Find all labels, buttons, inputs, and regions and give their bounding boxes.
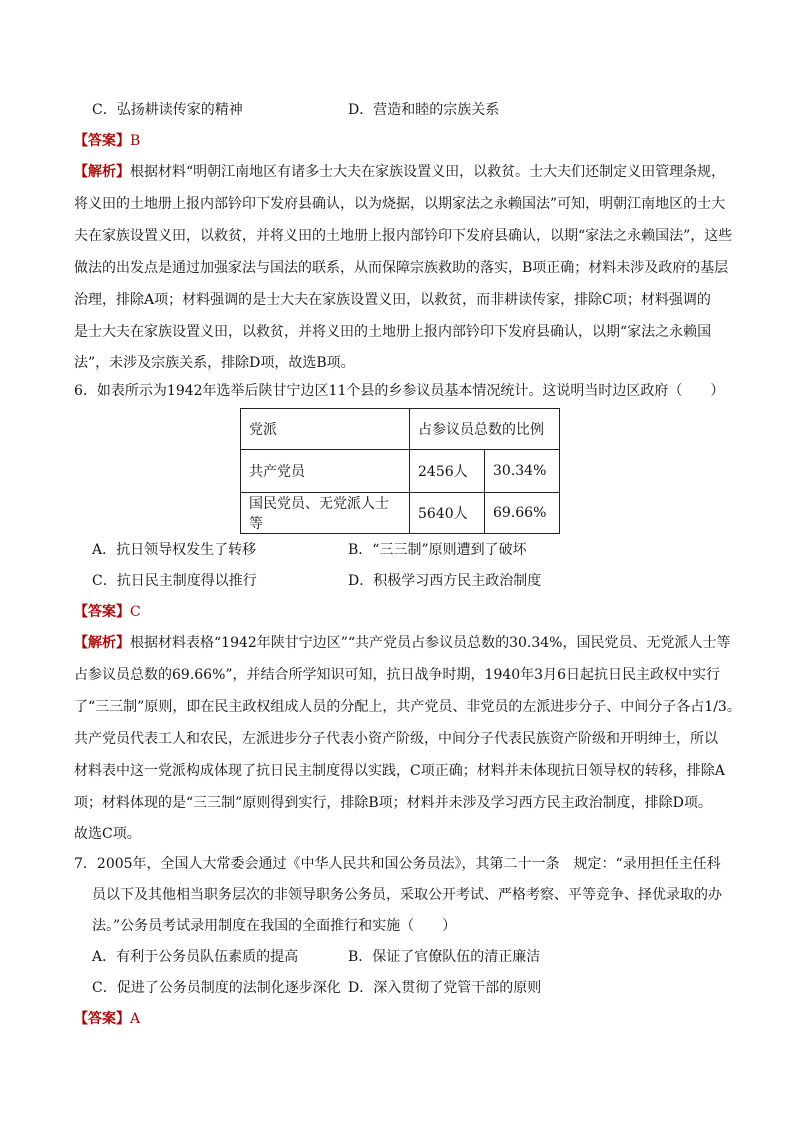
table-header-ratio: 占参议员总数的比例 [410,409,560,450]
table-header-party: 党派 [241,409,410,450]
q5-analysis-line: 是士大夫在家族设置义田，以救贫，并将义田的土地册上报内部钤印下发府县确认，以期“家法之永赖国 [74,324,712,340]
q6-analysis-line: 项；材料体现的是“三三制”原则得到实行，排除B项；材料并未涉及学习西方民主政治制度，排除D项。 [74,795,712,811]
answer-tag: 【答案】 [74,133,130,149]
option-text: 抗日民主制度得以推行 [116,573,257,589]
q6-analysis-line: 材料表中这一党派构成体现了抗日民主制度得以实践，C项正确；材料并未体现抗日领导权的转移，排除A [74,763,725,779]
option-text: “三三制”原则遭到了破坏 [372,542,527,558]
q5-option-d [348,103,499,117]
answer-tag: 【答案】 [74,1011,130,1027]
q6-option-c [92,574,257,588]
option-letter: A． [92,542,117,558]
q6-analysis-line: 了“三三制”原则，即在民主政权组成人员的分配上，共产党员、非党员的左派进步分子、中间分子各占1/3。 [74,699,741,715]
q7-answer [74,1012,140,1026]
table-cell-count: 2456人 [410,450,485,493]
q5-analysis-line: 做法的出发点是通过加强家法与国法的联系，从而保障宗族救助的落实，B项正确；材料未涉及政府的基层 [74,260,729,276]
option-text: 弘扬耕读传家的精神 [116,102,243,118]
table-header-row [241,409,560,450]
option-letter: D． [348,102,374,118]
option-letter: C． [92,573,117,589]
table-row [241,450,560,493]
answer-tag: 【答案】 [74,604,130,620]
q6-stem: 6．如表所示为1942年选举后陕甘宁边区11个县的乡参议员基本情况统计。这说明当时边区政府（ ） [74,383,725,399]
q5-answer [74,134,140,148]
table-cell-pct: 69.66% [485,493,560,534]
q7-stem-line: 7．2005年，全国人大常委会通过《中华人民共和国公务员法》，其第二十一条 规定：“录用担任主任科 [74,856,721,872]
q6-analysis-line [74,636,730,650]
option-letter: A． [92,949,117,965]
option-letter: D． [348,980,374,996]
analysis-tag: 【解析】 [74,635,130,651]
table-cell-party: 国民党员、无党派人士等 [241,493,410,534]
q5-analysis-line [74,165,725,179]
table-cell-pct: 30.34% [485,450,560,493]
q6-answer [74,605,141,619]
option-letter: B． [348,542,373,558]
q6-option-d [348,574,541,588]
q6-analysis-line: 共产党员代表工人和农民，左派进步分子代表小资产阶级，中间分子代表民族资产阶级和开明绅士，所以 [74,731,718,747]
analysis-text: 根据材料“明朝江南地区有诸多士大夫在家族设置义田，以救贫。士大夫们还制定义田管理条规， [130,164,726,180]
q7-option-c [92,981,341,995]
table-cell-count: 5640人 [410,493,485,534]
option-letter: D． [348,573,374,589]
option-letter: C． [92,980,117,996]
option-text: 深入贯彻了党管干部的原则 [373,980,542,996]
answer-value: A [130,1011,141,1027]
option-text: 营造和睦的宗族关系 [373,102,500,118]
option-text: 保证了官僚队伍的清正廉洁 [372,949,541,965]
q5-analysis-line: 治理，排除A项；材料强调的是士大夫在家族设置义田，以救贫，而非耕读传家，排除C项；材料强调的 [74,292,711,308]
q6-analysis-line: 故选C项。 [74,826,141,842]
table-cell-party: 共产党员 [241,450,410,493]
q7-stem-line: 员以下及其他相当职务层次的非领导职务公务员，采取公开考试、严格考察、平等竞争、择优录取的办 [92,887,722,903]
analysis-text: 根据材料表格“1942年陕甘宁边区”“共产党员占参议员总数的30.34%，国民党员、无党派人士等 [130,635,731,651]
answer-value: C [130,604,141,620]
option-text: 积极学习西方民主政治制度 [373,573,542,589]
q6-option-b [348,543,527,557]
q6-analysis-line: 占参议员总数的69.66%”，并结合所学知识可知，抗日战争时期，1940年3月6日起抗日民主政权中实行 [74,667,720,683]
q5-analysis-line: 将义田的土地册上报内部钤印下发府县确认，以为烧据，以期家法之永赖国法”可知，明朝江南地区的士大 [74,196,726,212]
q5-analysis-line: 夫在家族设置义田，以救贫，并将义田的土地册上报内部钤印下发府县确认，以期“家法之永赖国法”，这些 [74,228,733,244]
q7-stem-line: 法。”公务员考试录用制度在我国的全面推行和实施（ ） [92,918,457,934]
q5-analysis-line: 法”，未涉及宗族关系，排除D项，故选B项。 [74,355,355,371]
q6-option-a [92,543,256,557]
option-letter: B． [348,949,373,965]
table-row [241,493,560,534]
q7-option-d [348,981,541,995]
answer-value: B [130,133,141,149]
option-letter: C． [92,102,117,118]
q7-option-b [348,950,540,964]
q7-option-a [92,950,298,964]
q6-table [240,408,560,534]
option-text: 有利于公务员队伍素质的提高 [116,949,299,965]
q5-option-c [92,103,243,117]
option-text: 促进了公务员制度的法制化逐步深化 [116,980,341,996]
option-text: 抗日领导权发生了转移 [116,542,257,558]
analysis-tag: 【解析】 [74,164,130,180]
